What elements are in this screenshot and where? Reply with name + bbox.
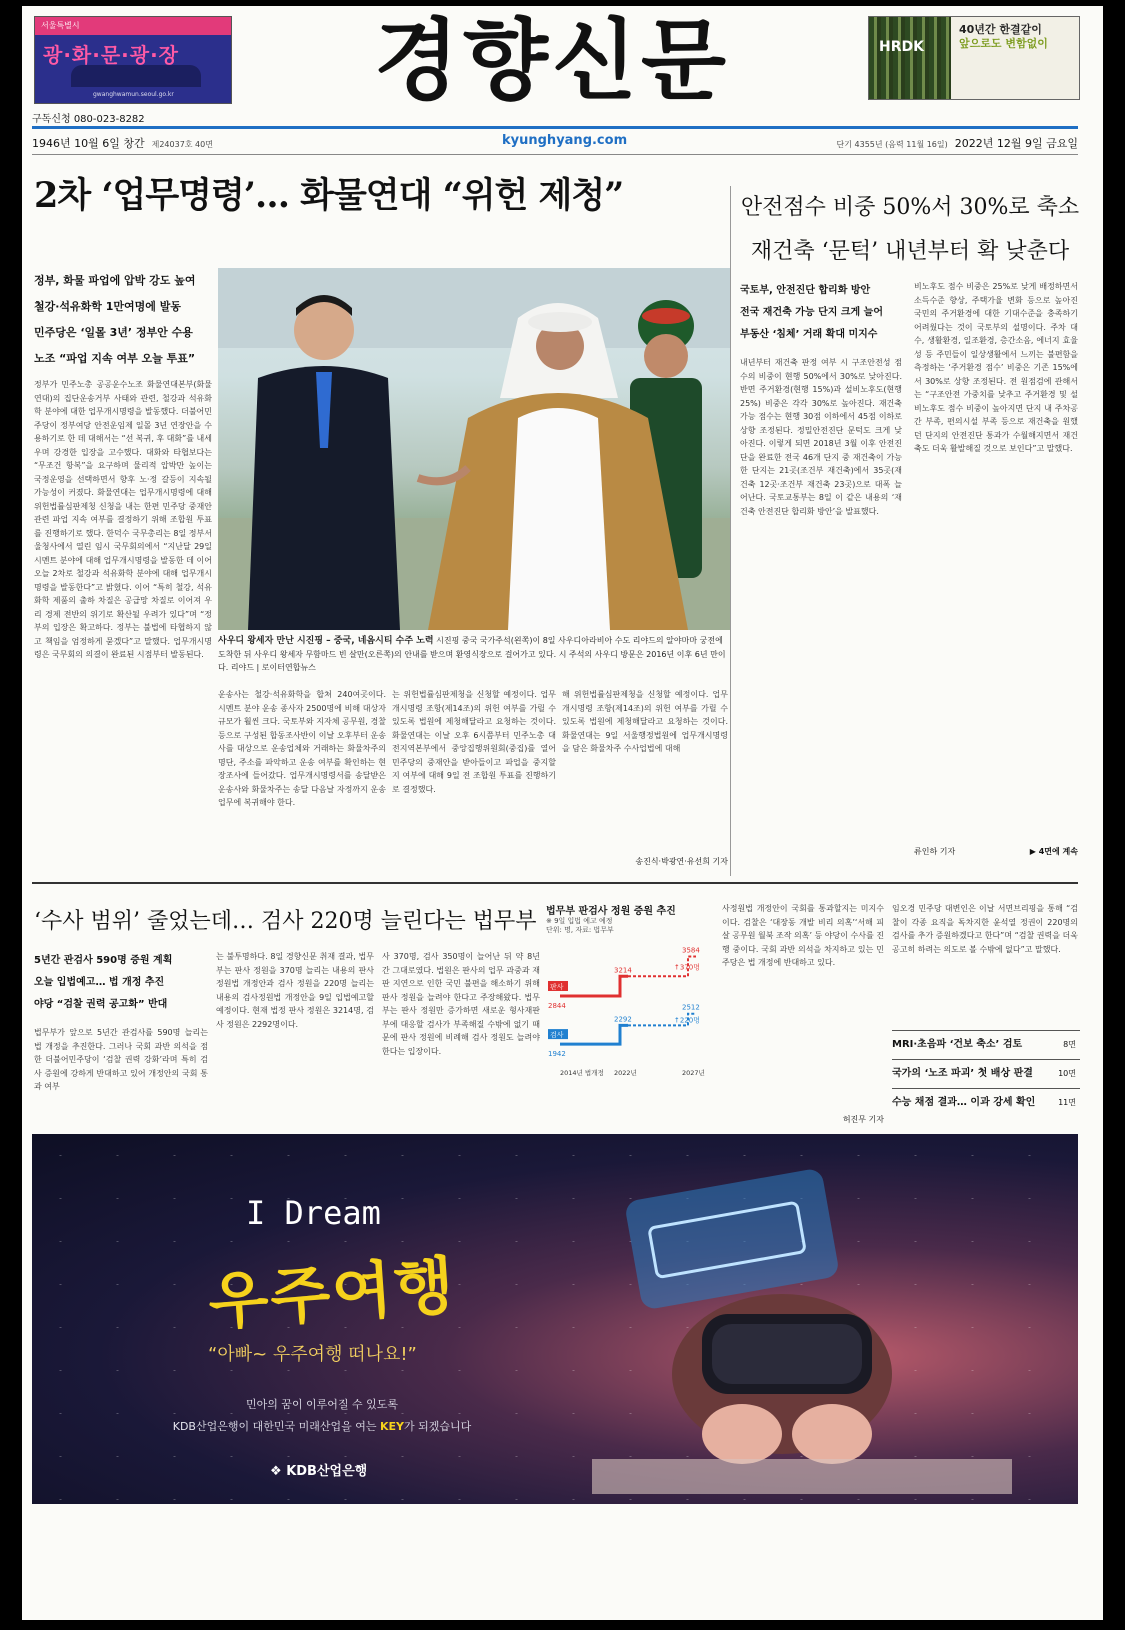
index-page: 8면	[1063, 1040, 1076, 1049]
index-item[interactable]	[892, 1059, 1080, 1088]
ad-brand-name: KDB산업은행	[286, 1464, 368, 1479]
change-label: ↑220명	[674, 1016, 700, 1025]
second-body-col2: 는 불투명하다. 8일 경향신문 취재 결과, 법무부는 판사 정원을 370명 늘리는 내용의 판사정원법 개정안과 검사 정원을 220명 늘리는 내용의 검사정원법 개정안을 9일 입법예고할 예정이다. 현재 법정 판사 정원은 3214명, 검사 정원은 2292명이다.	[216, 952, 374, 1029]
index-label: MRI·초음파 ‘건보 축소’ 검토	[892, 1039, 1023, 1050]
lead-headline[interactable]: 2차 ‘업무명령’… 화물연대 “위헌 제청”	[34, 175, 624, 216]
chart-subtitle: ※ 9일 입법 예고 예정	[546, 917, 613, 925]
right-headline[interactable]	[740, 186, 1080, 274]
index-label: 국가의 ‘노조 파괴’ 첫 배상 판결	[892, 1068, 1033, 1079]
index-item[interactable]	[892, 1030, 1080, 1059]
x-tick-label: 2022년	[614, 1069, 637, 1077]
ad-left-name: 광·화·문·광·장	[43, 43, 179, 67]
second-subhead: 오늘 입법예고… 법 개정 추진	[34, 977, 165, 988]
bamboo-image	[869, 17, 951, 99]
ad-left-url: gwanghwamun.seoul.go.kr	[93, 91, 174, 98]
right-subhead: 부동산 ‘침체’ 거래 확대 미지수	[740, 329, 878, 340]
caption-text: 시진핑 중국 국가주석(왼쪽)이 8일 사우디아라비아 수도 리야드의 알야마마 궁전에 도착한 뒤 사우디 왕세자 무함마드 빈 살만(오른쪽)의 안내를 받으며 환영식장으로 걸어가고 있다. 시 주석의 사우디 방문은 2016년 이후 6년 만이다.	[218, 636, 726, 672]
index-label: 수능 채점 결과… 이과 강세 확인	[892, 1097, 1036, 1108]
photo-credit: 리야드 | 로이터연합뉴스	[230, 663, 316, 672]
lead-body-col1: 정부가 민주노총 공공운수노조 화물연대본부(화물연대)의 집단운송거부 사태와 관련, 철강과 석유화학 분야에 대한 업무개시명령을 발동했다. 더불어민주당이 정부여당 안전운임제 일몰 3년 연장안을 수용하기로 한 데 대해서는 “선 복귀, 후 대화”를 내세우며 강경한 입장을 고수했다. 대화와 타협보다는 “무조건 항복”을 요구하며 물리적 압박만 높이는 국정운영을 선택하면서 향후 노·정 갈등이 지속될 가능성이 커졌다. 화물연대는 업무개시명령에 대해 위헌법률심판제청 신청을 내는 한편 민주당 중재안 관련 파업 지속 여부를 결정하기 위해 조합원 투표를 진행하기로 했다. 한덕수 국무총리는 8일 정부서울청사에서 열린 임시 국무회의에서 “지난달 29일 시멘트 분야에 대해 업무개시명령을 발동한 데 이어 오늘 2차로 철강과 석유화학 분야에 대해 업무개시명령을 발동한다”고 밝혔다. 이어 “특히 철강, 석유화학 제품의 출하 차질은 공급망 차질로 이어져 우리 경제 전반의 위기로 확산될 우려가 있다”며 “정부의 입장은 확고하다. 정부는 불법에 타협하지 않고 책임을 엄정하게 묻겠다”고 말했다. 업무개시명령은 국무회의 의결이 완료된 시점부터 발동된다.	[34, 380, 212, 659]
lead-body-col2: 운송사는 철강·석유화학을 합쳐 240여곳이다. 시멘트 분야 운송 종사자 2500명에 비해 대상자 규모가 훨씬 크다. 국토부와 지자체 공무원, 경찰 등으로 구성된 합동조사반이 이날 오후부터 운송사를 대상으로 운송업체와 거래하는 화물차주의 명단, 주소를 파악하고 운송 여부를 확인하는 현장조사에 들어갔다. 업무개시명령서를 송달받은 운송사와 화물차주는 송달 다음날 자정까지 운송업무에 복귀해야 한다.	[218, 690, 386, 807]
gate-icon	[71, 65, 201, 87]
lead-subhead: 정부, 화물 파업에 압박 강도 높여	[34, 274, 196, 287]
lead-subhead: 노조 “파업 지속 여부 오늘 투표”	[34, 352, 196, 365]
ad-left-top: 서울특별시	[41, 21, 80, 30]
x-tick-label: 2027년	[682, 1069, 705, 1077]
data-label: 2292	[614, 1015, 632, 1024]
judge-prosecutor-chart	[546, 902, 714, 1102]
caption-title: 사우디 왕세자 만난 시진핑 – 중국, 네옴시티 수주 노력	[218, 636, 434, 646]
lead-byline: 송진식·박광연·유선희 기자	[635, 857, 728, 866]
data-label: 3214	[614, 966, 632, 975]
dateline	[32, 132, 1078, 152]
right-byline: 류인하 기자	[914, 847, 956, 856]
chart-title: 법무부 판검사 정원 증원 추진	[546, 906, 676, 917]
kdb-bank-ad[interactable]	[32, 1134, 1078, 1504]
kdb-logo-icon: ❖	[270, 1464, 287, 1479]
ad-right-org: HRDK	[879, 39, 924, 55]
seoul-gwanghwamun-ad[interactable]	[34, 16, 232, 104]
right-body-col2: 비노후도 점수 비중은 25%로 낮게 배정하면서 소득수준 향상, 주택가율 변화 등으로 높아진 국민의 주거환경에 대한 기대수준을 충족하기 어려웠다는 것이 국토부의 설명이다. 주차 대수, 생활환경, 일조환경, 층간소음, 에너지 효율성 등 주민들이 일상생활에서 느끼는 불편함을 측정하는 ‘주거환경 점수’ 비중은 기존 15%에서 30%로 상향 조정된다. 전 원점검에 관해서는 “구조안전 가중치를 낮추고 주거환경 및 설비노후도 점수 비중이 높아지면 단지 내 주차공간 부족, 편의시설 부족 등으로 재건축을 원했던 단지의 안전진단 통과가 수월해지면서 재건축도 더욱 활발해질 것으로 보인다”고 말했다.	[914, 282, 1078, 453]
lead-subheads	[34, 268, 212, 372]
subscription-phone: 구독신청 080-023-8282	[32, 114, 145, 125]
second-subheads	[34, 950, 214, 1016]
second-body-col1: 법무부가 앞으로 5년간 관검사를 590명 늘리는 법 개정을 추진한다. 그러나 국회 과반 의석을 점한 더불어민주당이 ‘검찰 권력 강화’라며 특히 검사 증원에 강하게 반대하고 있어 개정안의 국회 통과 여부	[34, 1028, 208, 1091]
second-body-col5: 임오경 민주당 대변인은 이날 서면브리핑을 통해 “검찰이 각종 요직을 독차지한 윤석열 정권이 220명의 검사를 추가 증원하겠다고 한다”며 “검찰 권력을 더욱 공고히 하려는 의도로 볼 수밖에 없다”고 말했다.	[892, 904, 1078, 954]
masthead-rule	[32, 126, 1078, 129]
ad-headline: 우주여행	[206, 1248, 459, 1339]
section-divider	[32, 882, 1078, 884]
right-subhead: 전국 재건축 가능 단지 크게 늘어	[740, 307, 883, 318]
series-tag: 검사	[550, 1031, 564, 1040]
lead-body-col3: 는 위헌법률심판제청을 신청할 예정이다. 업무개시명령 조항(제14조)의 위헌 여부를 가릴 수 있도록 법원에 제청해달라고 요청하는 것이다. 화물연대는 이날 오후 6시쯤부터 민주노총 대전지역본부에서 중앙집행위원회(중집)를 열어 민주당의 중재안을 받아들이고 파업을 중지할지 여부에 대해 9일 전 조합원 투표를 진행하기로 결정했다.	[392, 690, 556, 794]
lead-subhead: 철강·석유화학 1만여명에 발동	[34, 300, 182, 313]
second-subhead: 5년간 관검사 590명 증원 계획	[34, 955, 173, 966]
second-body-col3: 사 370명, 검사 350명이 늘어난 뒤 약 8년 간 그대로였다. 법원은 판사의 업무 과중과 재판 지연으로 인한 국민 불편을 해소하기 위해 판사 정원을 늘려야 한다고 주장해왔다. 법무부는 판사 정원만 증가하면 새로운 형사재판부에 대응할 검사가 부족해질 수밖에 없기 때문에 판사 정원에 비례해 검사 정원도 늘려야 한다는 입장이다.	[382, 952, 540, 1056]
index-item[interactable]	[892, 1088, 1080, 1117]
lead-subhead: 민주당은 ‘일몰 3년’ 정부안 수용	[34, 326, 193, 339]
right-headline-2: 재건축 ‘문턱’ 내년부터 확 낮춘다	[750, 239, 1070, 264]
ad-quote: “아빠~ 우주여행 떠나요!”	[208, 1344, 417, 1365]
ad-line2-post: 가 되겠습니다	[403, 1420, 472, 1433]
chart-plot	[546, 935, 714, 1095]
series-line-검사	[560, 1025, 628, 1044]
data-label: 1942	[548, 1050, 566, 1059]
series-line-판사	[560, 976, 628, 996]
newspaper-logo: 경향신문	[373, 9, 731, 112]
index-page: 10면	[1058, 1069, 1076, 1078]
second-byline: 허진무 기자	[842, 1115, 884, 1124]
issue-date: 2022년 12월 9일 금요일	[954, 137, 1078, 150]
ad-line1: 민아의 꿈이 이루어질 수 있도록	[245, 1398, 399, 1411]
photo-caption	[218, 634, 730, 674]
chart-unit: 단위: 명, 자료: 법무부	[546, 926, 614, 934]
right-headline-1: 안전점수 비중 50%서 30%로 축소	[740, 195, 1080, 220]
ad-right-line1: 40년간 한결같이	[959, 23, 1042, 36]
column-divider	[730, 186, 731, 876]
site-link[interactable]: kyunghyang.com	[502, 133, 628, 148]
x-tick-label: 2014년 법개정	[560, 1069, 604, 1077]
jump-link[interactable]: ▶ 4면에 계속	[1029, 847, 1078, 856]
hrdk-ad[interactable]	[868, 16, 1080, 100]
data-label: 2512	[682, 1003, 700, 1012]
ad-line2-pre: KDB산업은행이 대한민국 미래산업을 여는	[172, 1420, 380, 1433]
data-label: 2844	[548, 1001, 566, 1010]
second-headline[interactable]: ‘수사 범위’ 줄었는데… 검사 220명 늘린다는 법무부	[34, 909, 537, 934]
issue-number: 제24037호 40면	[151, 140, 213, 149]
right-byline-row	[914, 846, 1078, 857]
change-label: ↑370명	[674, 963, 700, 972]
ad-kicker: I Dream	[246, 1194, 381, 1232]
vr-child-illustration	[592, 1154, 1012, 1494]
second-body-col4: 사정원법 개정안이 국회를 통과할지는 미지수이다. 검찰은 ‘대장동 개발 비리 의혹’‘서해 피살 공무원 월북 조작 의혹’ 등 야당이 수사를 진행 중이다. 국회 과반 의석을 차지하고 있는 민주당은 법 개정에 반대하고 있다.	[722, 904, 884, 967]
right-subheads	[740, 280, 900, 346]
lead-photo[interactable]	[218, 268, 730, 630]
data-label: 3584	[682, 946, 700, 955]
ad-line2	[122, 1418, 522, 1434]
right-subhead: 국토부, 안전진단 합리화 방안	[740, 285, 871, 296]
index-page: 11면	[1058, 1098, 1076, 1107]
right-body-col1: 내년부터 재건축 판정 여부 시 구조안전성 점수의 비중이 현행 50%에서 30%로 낮아진다. 반면 주거환경(현행 15%)과 설비노후도(현행 25%) 비중은 각각 30%로 높아진다. 재건축 가능 점수는 현행 30점 이하에서 45점 이하로 상향 조정된다. 정밀안전진단 문턱도 크게 낮아진다. 이렇게 되면 2018년 3월 이후 안전진단을 완료한 전국 46개 단지 중 재건축이 가능한 단지는 21곳(조건부 재건축)에서 35곳(재건축 12곳·조건부 재건축 23곳)으로 대폭 늘어난다. 국토교통부는 8일 이 같은 내용의 ‘재건축 안전진단 합리화 방안’을 발표했다.	[740, 358, 902, 516]
founded: 1946년 10월 6일 창간	[32, 137, 145, 150]
newspaper-front-page	[22, 6, 1103, 1620]
ad-right-copy	[959, 23, 1048, 51]
ad-brand	[270, 1460, 367, 1479]
lunar-date: 단기 4355년 (음력 11월 16일)	[836, 140, 948, 149]
photo-illustration	[218, 268, 730, 630]
ad-right-line2: 앞으로도 변함없이	[959, 37, 1048, 50]
ad-key: KEY	[379, 1420, 404, 1433]
inside-index	[892, 1030, 1080, 1117]
divider	[32, 154, 1078, 155]
lead-body-col4: 해 위헌법률심판제청을 신청할 예정이다. 업무개시명령 조항(제14조)의 위헌 여부를 가릴 수 있도록 법원에 제청해달라고 요청하는 것이다. 화물연대는 9일 서울행정법원에 업무개시명령을 담은 화물차주 수사업법에 대해	[562, 690, 728, 753]
series-tag: 판사	[550, 982, 564, 991]
second-subhead: 야당 “검찰 권력 공고화” 반대	[34, 999, 168, 1010]
